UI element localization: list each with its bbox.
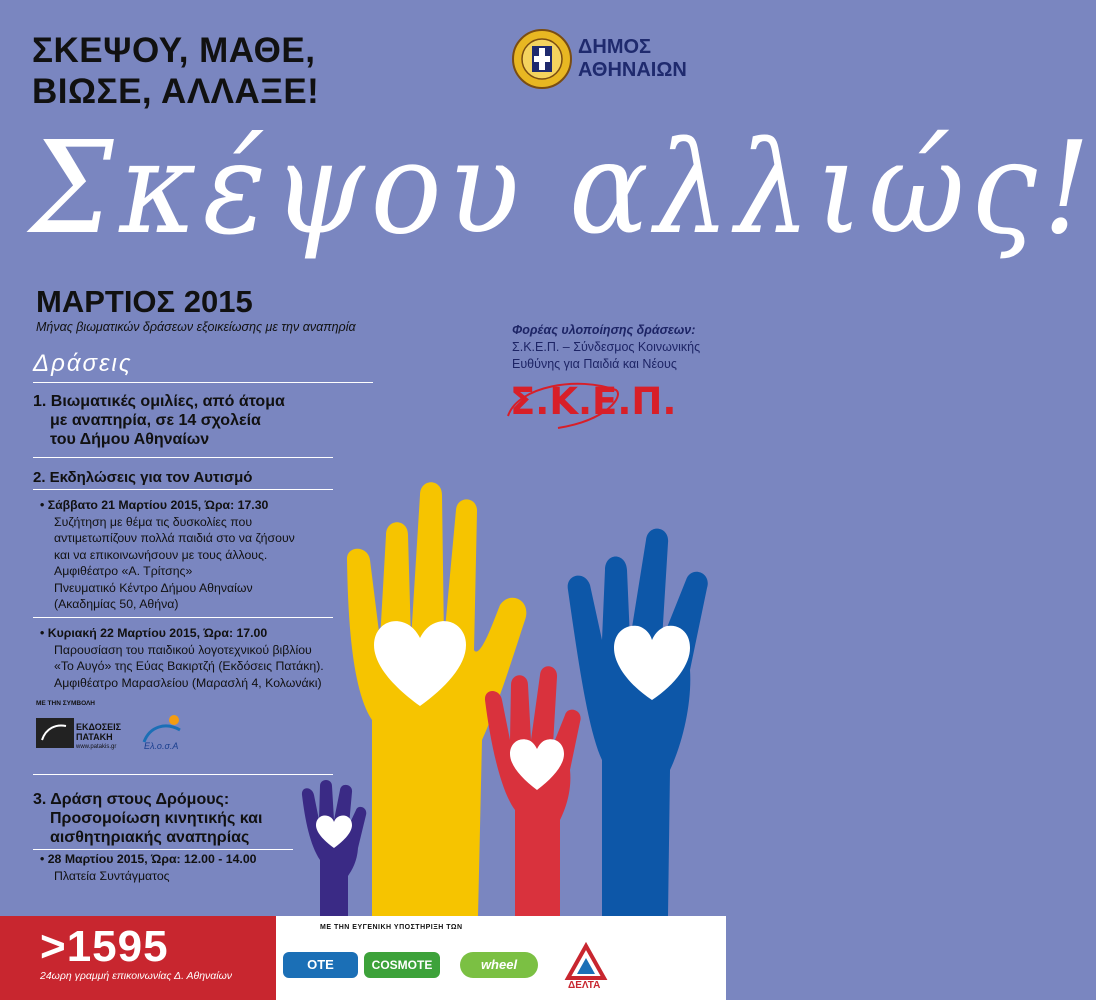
headline-line2: ΒΙΩΣΕ, ΑΛΛΑΞΕ! xyxy=(32,72,320,111)
foreas-line2: Ευθύνης για Παιδιά και Νέους xyxy=(512,357,677,371)
foreas-line1: Σ.Κ.Ε.Π. – Σύνδεσμος Κοινωνικής xyxy=(512,340,701,354)
section1-line3: του Δήμου Αθηναίων xyxy=(50,431,210,448)
patakis-logo-icon xyxy=(36,718,74,748)
hotline-subtitle: 24ωρη γραμμή επικοινωνίας Δ. Αθηναίων xyxy=(40,970,233,982)
section1-line2: με αναπηρία, σε 14 σχολεία xyxy=(50,412,261,429)
event2-line: Αμφιθέατρο Μαρασλείου (Μαρασλή 4, Κολωνάκι) xyxy=(54,675,322,690)
event1-line: και να επικοινωνήσουν με τους άλλους. xyxy=(54,547,268,562)
divider xyxy=(33,489,333,490)
divider xyxy=(33,617,333,618)
event3-place: Πλατεία Συντάγματος xyxy=(54,868,170,883)
section3-line3: αισθητηριακής αναπηρίας xyxy=(50,829,250,846)
script-title: Σκέψου αλλιώς! xyxy=(30,113,1096,263)
divider xyxy=(33,457,333,458)
event3 xyxy=(40,851,380,884)
elosa-name: Ελ.ο.σ.Α xyxy=(144,741,179,751)
section3 xyxy=(33,790,333,847)
month-subtitle: Μήνας βιωματικών δράσεων εξοικείωσης με την αναπηρία xyxy=(36,320,356,334)
headline-line1: ΣΚΕΨΟΥ, ΜΑΘΕ, xyxy=(32,31,316,70)
event1-line: Πνευματικό Κέντρο Δήμου Αθηναίων xyxy=(54,580,253,595)
event3-title: • 28 Μαρτίου 2015, Ώρα: 12.00 - 14.00 xyxy=(40,852,257,866)
event1-line: (Ακαδημίας 50, Αθήνα) xyxy=(54,597,179,611)
ote-logo: ΟΤΕ xyxy=(283,952,358,978)
patakis-name xyxy=(76,722,121,752)
delta-logo-icon xyxy=(566,944,606,984)
section1 xyxy=(33,392,333,449)
month-title: ΜΑΡΤΙΟΣ 2015 xyxy=(36,284,253,319)
cosmote-logo: COSMOTE xyxy=(364,952,440,978)
dimos-line2: ΑΘΗΝΑΙΩΝ xyxy=(578,59,687,81)
section1-line1: 1. Βιωματικές ομιλίες, από άτομα xyxy=(33,393,285,410)
event1 xyxy=(40,497,380,613)
section3-line2: Προσομοίωση κινητικής και xyxy=(50,810,263,827)
delta-name: ΔΕΛΤΑ xyxy=(568,980,601,991)
draseis-heading: Δράσεις xyxy=(33,350,133,377)
wheel-logo: wheel xyxy=(460,952,538,978)
divider xyxy=(33,849,293,850)
patakis-line1: ΕΚΔΟΣΕΙΣ xyxy=(76,722,122,732)
section2-title: 2. Εκδηλώσεις για τον Αυτισμό xyxy=(33,469,253,486)
blue-hand xyxy=(568,529,708,916)
event2-line: Παρουσίαση του παιδικού λογοτεχνικού βιβλίου xyxy=(54,642,312,657)
event1-line: Αμφιθέατρο «Α. Τρίτσης» xyxy=(54,564,193,578)
event1-line: Συζήτηση με θέμα τις δυσκολίες που xyxy=(54,514,253,529)
divider xyxy=(33,774,333,775)
hotline-number: >1595 xyxy=(40,922,169,971)
event2 xyxy=(40,625,380,691)
event1-line: αντιμετωπίζουν πολλά παιδιά στο να ζήσουν xyxy=(54,531,295,545)
event1-title: • Σάββατο 21 Μαρτίου 2015, Ώρα: 17.30 xyxy=(40,498,269,512)
foreas-label: Φορέας υλοποίησης δράσεων: xyxy=(512,323,696,337)
support-label: ΜΕ ΤΗΝ ΕΥΓΕΝΙΚΗ ΥΠΟΣΤΗΡΙΞΗ ΤΩΝ xyxy=(320,924,463,931)
red-hand xyxy=(485,666,581,916)
section3-line1: 3. Δράση στους Δρόμους: xyxy=(33,791,230,808)
divider xyxy=(33,382,373,383)
patakis-url: www.patakis.gr xyxy=(76,744,117,750)
symvoli-label: ΜΕ ΤΗΝ ΣΥΜΒΟΛΗ xyxy=(36,700,95,707)
skep-logo: Σ.Κ.Ε.Π. xyxy=(510,380,677,423)
event2-title: • Κυριακή 22 Μαρτίου 2015, Ώρα: 17.00 xyxy=(40,626,268,640)
event2-line: «Το Αυγό» της Εύας Βακιρτζή (Εκδόσεις Πατάκη). xyxy=(54,659,324,673)
patakis-line2: ΠΑΤΑΚΗ xyxy=(76,732,113,742)
dimos-line1: ΔΗΜΟΣ xyxy=(578,36,652,58)
